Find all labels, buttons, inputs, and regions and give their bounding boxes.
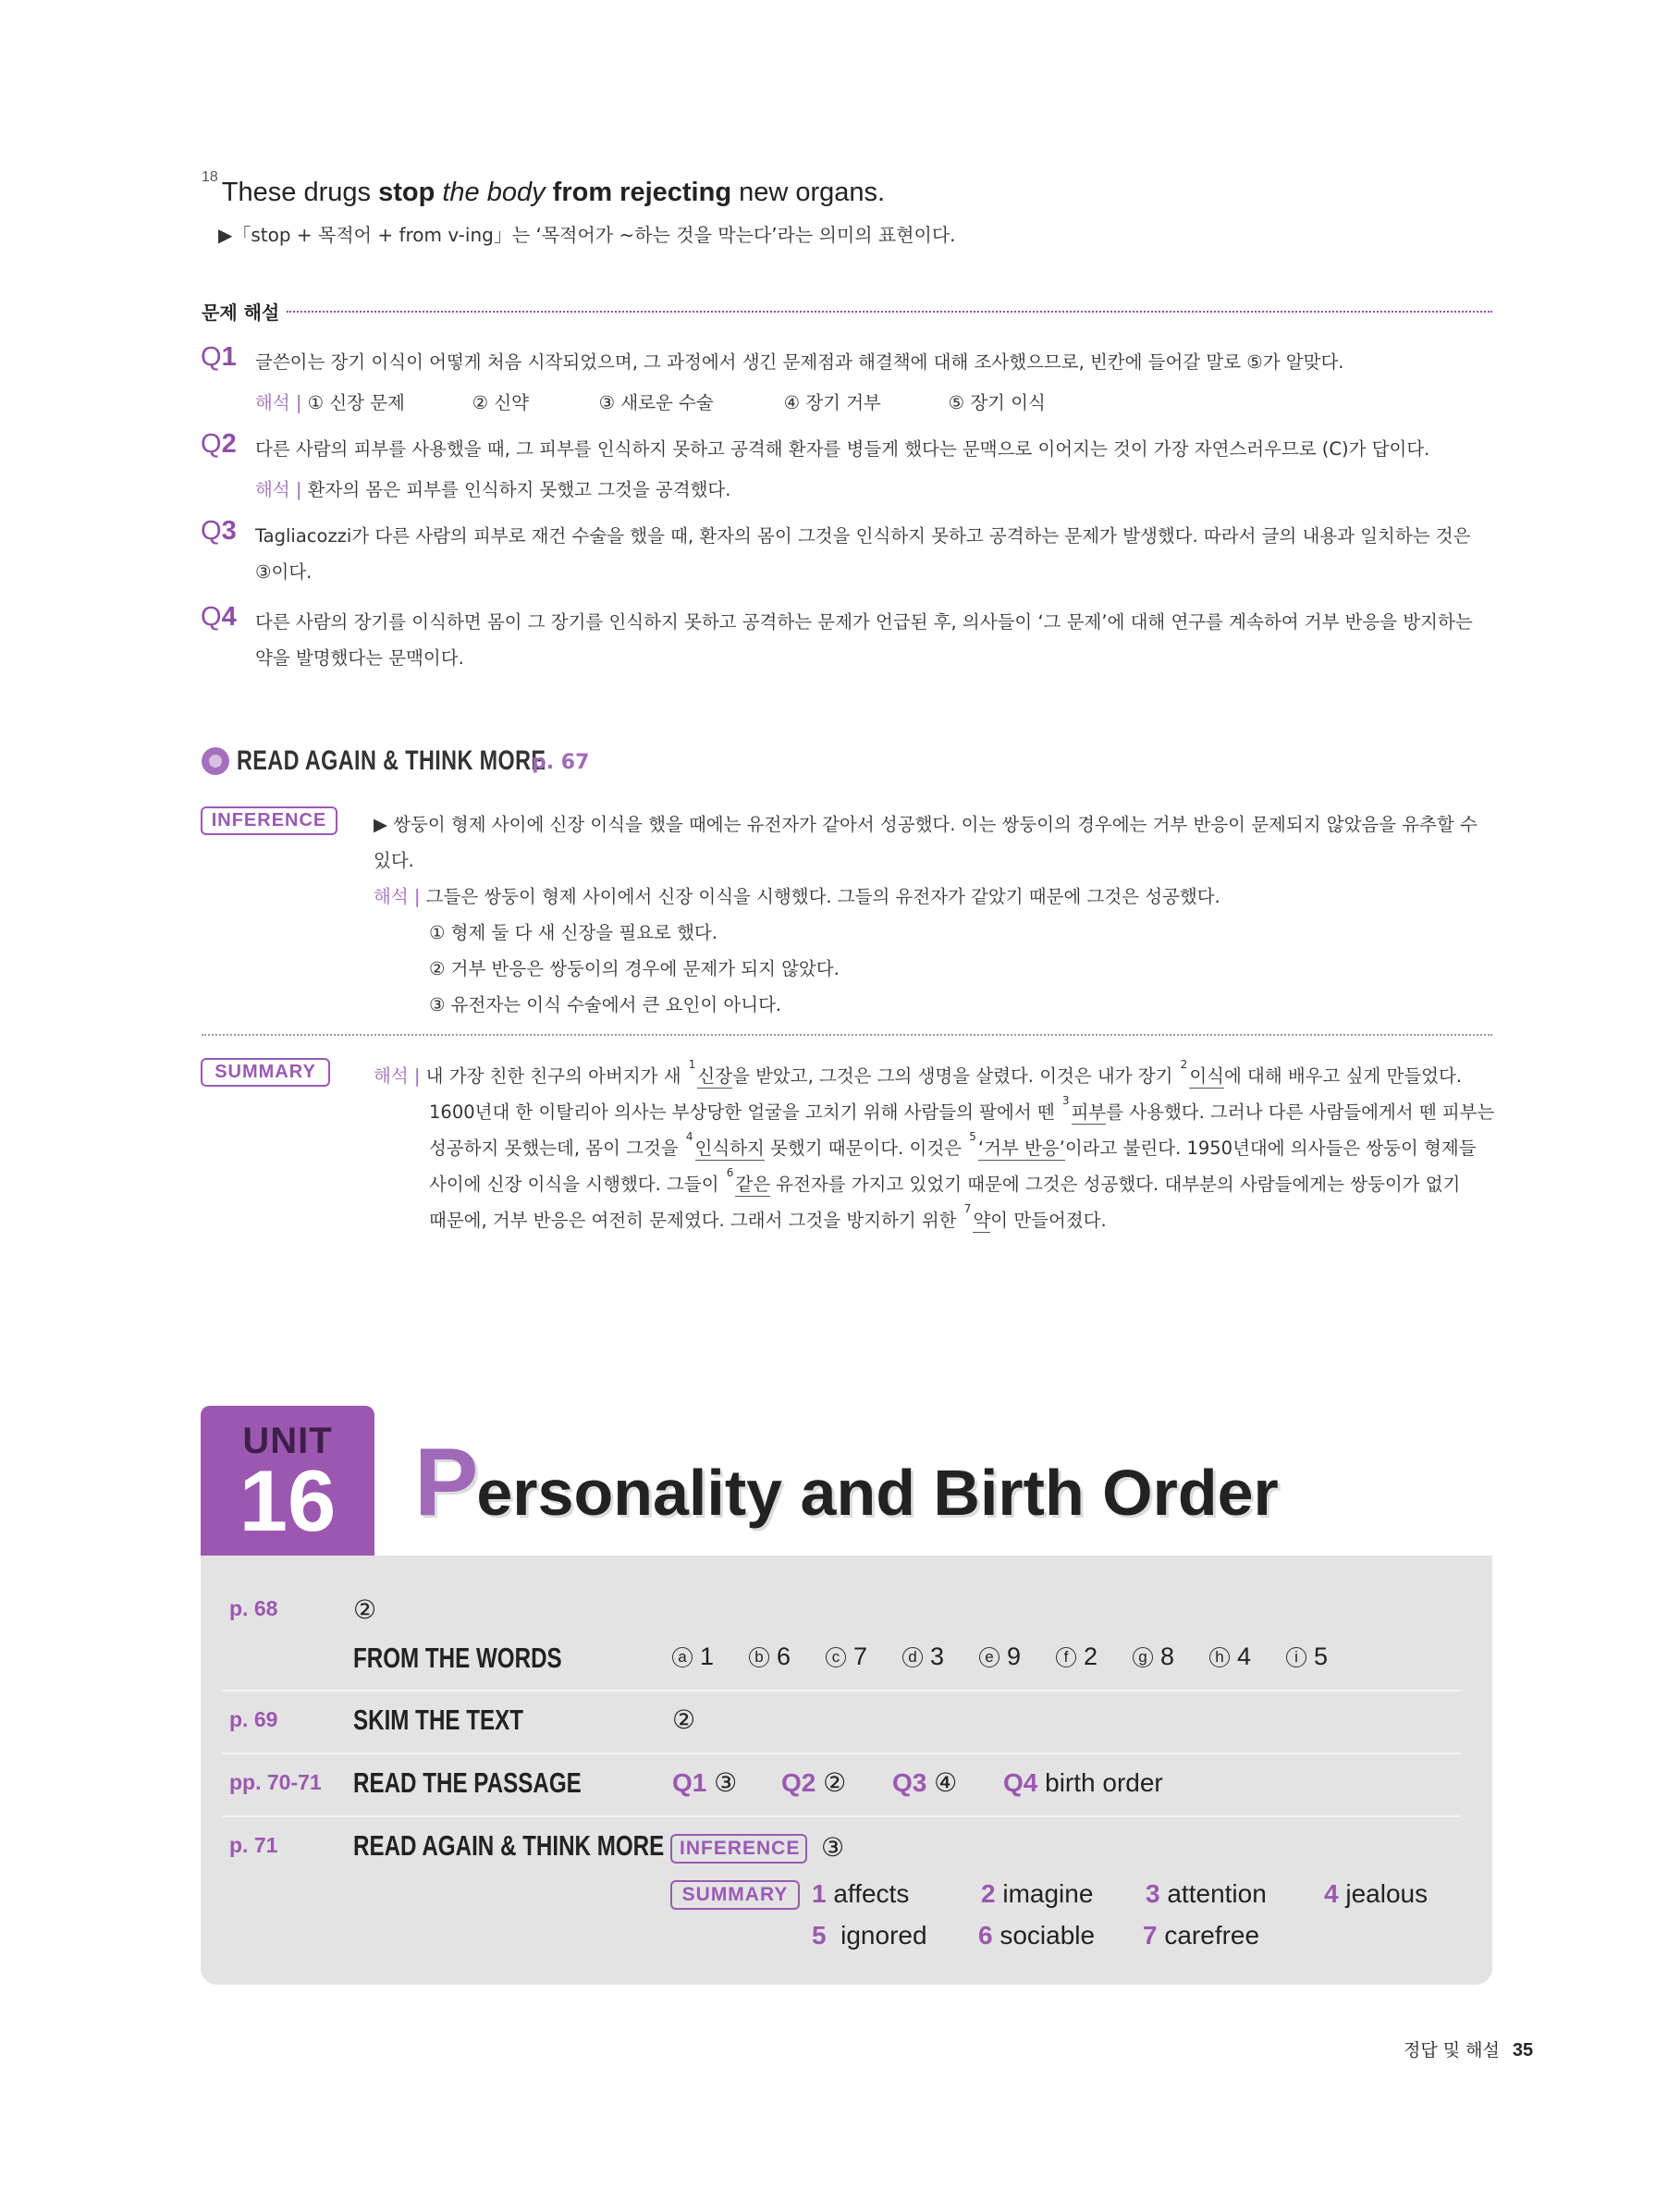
q1-option-2: ② 신약 xyxy=(472,392,530,413)
summary-text: 못했기 때문이다. 이것은 xyxy=(764,1138,968,1159)
q-answer: ③ xyxy=(714,1768,738,1797)
sentence-text: These drugs xyxy=(221,178,379,207)
inference-option-2: ② 거부 반응은 쌍둥이의 경우에 문제가 되지 않았다. xyxy=(429,958,840,979)
summary-answer-5 xyxy=(812,1921,978,1950)
word-answer-d xyxy=(902,1642,979,1671)
sentence-text-end: new organs. xyxy=(731,178,886,207)
unit-label: UNIT xyxy=(242,1421,333,1461)
blank-number: 7 xyxy=(963,1201,972,1215)
summary-answer: ‘거부 반응’ xyxy=(977,1138,1065,1159)
summary-text: 이 만들어졌다. xyxy=(990,1210,1107,1231)
blank-number: 4 xyxy=(1324,1879,1339,1908)
summary-text: 사이에 신장 이식을 시행했다. 그들이 xyxy=(429,1174,725,1195)
word-answer-g xyxy=(1133,1642,1209,1671)
q1-option-1: ① 신장 문제 xyxy=(307,392,405,413)
summary-answer: 인식하지 xyxy=(694,1138,765,1159)
q-number: 3 xyxy=(221,516,237,546)
page-ref-69: p. 69 xyxy=(229,1707,278,1731)
summary-line-1 xyxy=(374,1057,1463,1088)
page-ref-71: p. 71 xyxy=(229,1833,278,1857)
page-ref-68: p. 68 xyxy=(229,1596,278,1620)
blank-number: 2 xyxy=(981,1879,996,1908)
sentence-bold-from: from rejecting xyxy=(552,178,732,207)
q-letter: Q xyxy=(201,429,222,459)
answer-word: imagine xyxy=(1002,1879,1094,1908)
q3-explanation-line-1: Tagliacozzi가 다른 사람의 피부로 재건 수술을 했을 때, 환자의 몸이 그것을 인식하지 못하고 공격하는 문제가 발생했다. 따라서 글의 내용과 일치하는 것은 xyxy=(255,525,1471,547)
q1-translation xyxy=(255,388,1046,414)
q-answer: ② xyxy=(823,1768,847,1797)
word-number: 5 xyxy=(1314,1642,1329,1670)
blank-number: 3 xyxy=(1146,1879,1160,1908)
blank-number: 1 xyxy=(812,1879,827,1908)
inference-tag: INFERENCE xyxy=(670,1834,807,1864)
word-answer-b xyxy=(749,1642,826,1671)
translation-text: 그들은 쌍둥이 형제 사이에서 신장 이식을 시행했다. 그들의 유전자가 같았기 때문에 그것은 성공했다. xyxy=(425,886,1220,907)
summary-answers-row-2 xyxy=(812,1921,1259,1950)
q1-option-4: ④ 장기 거부 xyxy=(783,392,881,413)
letter-circle: c xyxy=(826,1647,846,1667)
summary-text: 때문에, 거부 반응은 여전히 문제였다. 그래서 그것을 방지하기 위한 xyxy=(429,1210,963,1231)
word-number: 9 xyxy=(1007,1642,1022,1670)
summary-text: 유전자를 가지고 있었기 때문에 그것은 성공했다. 대부분의 사람들에게는 쌍둥이가 없기 xyxy=(770,1174,1461,1195)
summary-text: 내 가장 친한 친구의 아버지가 새 xyxy=(425,1065,687,1087)
summary-tag: SUMMARY xyxy=(201,1058,330,1087)
q4-label xyxy=(201,602,237,633)
q1-label xyxy=(201,342,237,373)
word-answer-e xyxy=(979,1642,1056,1671)
word-number: 4 xyxy=(1237,1642,1252,1670)
summary-answer-3 xyxy=(1146,1879,1324,1909)
summary-answer-4 xyxy=(1324,1879,1428,1908)
summary-line-5 xyxy=(429,1201,1107,1232)
unit-number: 16 xyxy=(239,1452,337,1549)
from-the-words-answers xyxy=(672,1642,1342,1671)
read-the-passage-answers xyxy=(672,1767,1163,1798)
q3-label xyxy=(201,516,237,547)
answer-word: affects xyxy=(833,1879,910,1908)
word-number: 7 xyxy=(853,1642,868,1670)
letter-circle: a xyxy=(672,1647,693,1667)
q-label: Q1 xyxy=(672,1768,707,1797)
inference-option-1: ① 형제 둘 다 새 신장을 필요로 했다. xyxy=(429,922,717,943)
read-again-think-more-title: READ AGAIN & THINK MORE xyxy=(353,1829,665,1862)
q-number: 1 xyxy=(221,342,237,372)
q2-translation xyxy=(255,475,730,501)
q-letter: Q xyxy=(201,342,222,372)
summary-text: 성공하지 못했는데, 몸이 그것을 xyxy=(429,1138,684,1159)
read-again-page: p. 67 xyxy=(532,751,590,774)
summary-answer-1 xyxy=(812,1879,981,1909)
translation-marker: 해석 | xyxy=(255,479,308,500)
word-answer-f xyxy=(1056,1642,1133,1671)
summary-text: 에 대해 배우고 싶게 만들었다. xyxy=(1224,1065,1463,1087)
q4-explanation-line-1: 다른 사람의 장기를 이식하면 몸이 그 장기를 인식하지 못하고 공격하는 문제가 언급된 후, 의사들이 ‘그 문제’에 대해 연구를 계속하여 거부 반응을 방지하는 xyxy=(255,611,1473,633)
footer-label: 정답 및 해설 xyxy=(1404,2040,1500,2061)
letter-circle: b xyxy=(749,1647,769,1667)
dotted-divider xyxy=(202,1034,1492,1036)
letter-circle: g xyxy=(1133,1647,1153,1667)
letter-circle: e xyxy=(979,1647,999,1667)
summary-line-4 xyxy=(429,1165,1461,1196)
inference-explanation-line-2: 있다. xyxy=(374,850,414,871)
rp-answer-q3 xyxy=(892,1767,1003,1798)
answer-word: ignored xyxy=(840,1921,927,1950)
q-number: 2 xyxy=(221,429,237,459)
unit-title xyxy=(414,1428,1279,1538)
translation-text: 환자의 몸은 피부를 인식하지 못했고 그것을 공격했다. xyxy=(307,479,731,500)
summary-text: 이라고 불린다. 1950년대에 의사들은 쌍둥이 형제들 xyxy=(1064,1138,1477,1159)
read-again-title: READ AGAIN & THINK MORE xyxy=(237,745,546,776)
section-title-problem-explanation: 문제 해설 xyxy=(202,301,280,324)
q-answer: ④ xyxy=(934,1768,958,1797)
summary-answer: 약 xyxy=(973,1210,991,1231)
page-number: 35 xyxy=(1512,2040,1534,2061)
answer-word: attention xyxy=(1167,1879,1267,1908)
letter-circle: h xyxy=(1209,1647,1230,1667)
summary-text: 1600년대 한 이탈리아 의사는 부상당한 얼굴을 고치기 위해 사람들의 팔에서 뗀 xyxy=(429,1101,1061,1123)
q-label: Q3 xyxy=(892,1768,927,1797)
letter-circle: f xyxy=(1056,1647,1076,1667)
read-the-passage-title: READ THE PASSAGE xyxy=(353,1766,582,1799)
word-answer-c xyxy=(826,1642,902,1671)
answer-word: sociable xyxy=(999,1921,1096,1950)
word-number: 8 xyxy=(1160,1642,1175,1670)
summary-text: 를 사용했다. 그러나 다른 사람들에게서 뗀 피부는 xyxy=(1106,1101,1495,1123)
q3-explanation-line-2: ③이다. xyxy=(255,561,313,583)
grammar-note: ▶「stop + 목적어 + from v-ing」는 ‘목적어가 ~하는 것을 막는다’라는 의미의 표현이다. xyxy=(218,224,956,246)
summary-text: 을 받았고, 그것은 그의 생명을 살렸다. 이것은 내가 장기 xyxy=(732,1065,1179,1087)
summary-answer: 신장 xyxy=(697,1065,733,1087)
letter-circle: i xyxy=(1286,1647,1306,1667)
section-bullet-icon xyxy=(202,747,229,775)
summary-answer: 이식 xyxy=(1189,1065,1224,1087)
rp-answer-q1 xyxy=(672,1767,781,1798)
word-number: 3 xyxy=(930,1642,945,1670)
q1-option-5: ⑤ 장기 이식 xyxy=(948,392,1046,413)
row-divider xyxy=(222,1753,1461,1754)
summary-tag: SUMMARY xyxy=(670,1880,800,1910)
q2-label xyxy=(201,429,237,460)
blank-number: 4 xyxy=(685,1129,693,1143)
row-divider xyxy=(222,1690,1461,1692)
dotted-divider xyxy=(287,311,1492,313)
sentence-bold-stop: stop xyxy=(378,178,435,207)
answer-word: jealous xyxy=(1345,1879,1429,1908)
page-footer xyxy=(1404,2036,1533,2061)
blank-number: 5 xyxy=(812,1921,827,1950)
inference-explanation-line-1: ▶ 쌍둥이 형제 사이에 신장 이식을 했을 때에는 유전자가 같아서 성공했다. 이는 쌍둥이의 경우에는 거부 반응이 문제되지 않았음을 유추할 수 xyxy=(374,814,1478,835)
word-number: 2 xyxy=(1084,1642,1098,1670)
q-letter: Q xyxy=(201,602,222,632)
blank-number: 2 xyxy=(1180,1057,1188,1071)
inference-answer: ③ xyxy=(821,1833,845,1862)
q1-option-3: ③ 새로운 수술 xyxy=(598,392,714,413)
row-divider xyxy=(222,1815,1461,1817)
summary-line-3 xyxy=(429,1129,1477,1160)
answer-word: carefree xyxy=(1164,1921,1260,1950)
translation-marker: 해석 | xyxy=(374,1065,426,1087)
q-label: Q4 xyxy=(1003,1768,1038,1797)
summary-answer-6 xyxy=(978,1921,1143,1950)
inference-option-3: ③ 유전자는 이식 수술에서 큰 요인이 아니다. xyxy=(429,994,782,1015)
inference-tag: INFERENCE xyxy=(201,806,337,835)
translation-marker: 해석 | xyxy=(255,392,308,413)
blank-number: 6 xyxy=(726,1165,734,1179)
sentence-space xyxy=(546,178,553,207)
page-ref-70-71: pp. 70-71 xyxy=(229,1770,322,1794)
blank-number: 1 xyxy=(688,1057,696,1071)
skim-the-text-answer: ② xyxy=(672,1705,696,1734)
blank-number: 6 xyxy=(978,1921,993,1950)
rp-answer-q4 xyxy=(1003,1768,1163,1797)
letter-circle: d xyxy=(902,1647,923,1667)
q1-explanation: 글쓴이는 장기 이식이 어떻게 처음 시작되었으며, 그 과정에서 생긴 문제점과 해결책에 대해 조사했으므로, 빈칸에 들어갈 말로 ⑤가 알맞다. xyxy=(255,351,1344,373)
q4-explanation-line-2: 약을 발명했다는 문맥이다. xyxy=(255,647,464,669)
summary-answer-2 xyxy=(981,1879,1146,1909)
blank-number: 7 xyxy=(1143,1921,1158,1950)
sentence-italic-object: the body xyxy=(442,178,546,207)
translation-marker: 해석 | xyxy=(374,886,426,907)
summary-answer: 같은 xyxy=(735,1174,771,1195)
q2-explanation: 다른 사람의 피부를 사용했을 때, 그 피부를 인식하지 못하고 공격해 환자를 병들게 했다는 문맥으로 이어지는 것이 가장 자연스러우므로 (C)가 답이다. xyxy=(255,438,1430,460)
word-number: 1 xyxy=(700,1642,715,1670)
q-answer: birth order xyxy=(1045,1768,1163,1797)
blank-number: 3 xyxy=(1061,1093,1070,1107)
word-answer-h xyxy=(1209,1642,1286,1671)
q-number: 4 xyxy=(221,602,237,632)
q-label: Q2 xyxy=(781,1768,816,1797)
skim-the-text-title: SKIM THE TEXT xyxy=(353,1704,524,1736)
q-letter: Q xyxy=(201,516,222,546)
inference-translation xyxy=(374,882,1220,908)
summary-answer: 피부 xyxy=(1071,1101,1107,1123)
word-answer-i xyxy=(1286,1642,1342,1671)
unit-title-rest: ersonality and Birth Order xyxy=(476,1457,1279,1529)
sentence-number: 18 xyxy=(202,169,218,186)
word-number: 6 xyxy=(777,1642,791,1670)
blank-number: 5 xyxy=(969,1129,976,1143)
word-answer-a xyxy=(672,1642,749,1671)
summary-answer-7 xyxy=(1143,1921,1259,1950)
summary-answers-row-1 xyxy=(812,1879,1428,1909)
rp-answer-q2 xyxy=(781,1767,892,1798)
summary-line-2 xyxy=(429,1093,1495,1124)
example-sentence-18 xyxy=(202,169,886,208)
from-the-words-title: FROM THE WORDS xyxy=(353,1642,562,1674)
unit-title-initial: P xyxy=(414,1429,477,1536)
p68-answer: ② xyxy=(353,1595,377,1624)
